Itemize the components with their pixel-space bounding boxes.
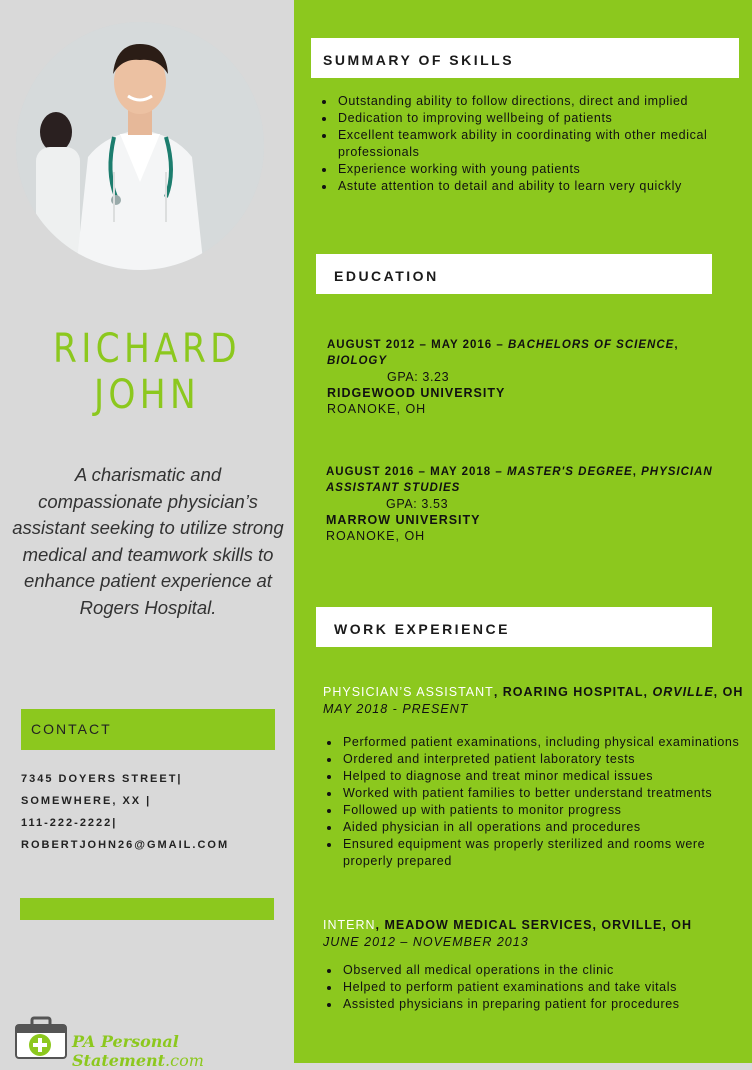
experience-heading-box	[316, 607, 712, 647]
job-title	[323, 684, 748, 701]
education-separator: ,	[632, 466, 642, 478]
list-item: • Aided physician in all operations and procedures	[341, 819, 748, 836]
job-state: , OH	[713, 685, 744, 699]
brand-suffix: .com	[165, 1051, 204, 1070]
list-item: • Assisted physicians in preparing patient for procedures	[341, 996, 748, 1013]
brand-name: PA Personal Statement	[72, 1032, 179, 1070]
job-role: PHYSICIAN’S ASSISTANT	[323, 685, 494, 699]
profile-photo	[16, 22, 264, 270]
job-entry-2	[323, 917, 748, 1013]
education-gpa: GPA: 3.53	[386, 497, 449, 511]
brand-logo-text	[72, 1032, 284, 1070]
contact-email-line: ROBERTJOHN26@GMAIL.COM	[21, 839, 230, 851]
contact-phone-line: 111-222-2222|	[21, 817, 118, 829]
profile-summary: A charismatic and compassionate physician’s assistant seeking to utilize strong medical and teamwork skills to enhance patient experience at Rogers Hospital.	[12, 464, 284, 618]
education-entry-2	[326, 464, 728, 544]
education-field: PHYSICIAN ASSISTANT STUDIES	[326, 466, 713, 494]
list-item: • Excellent teamwork ability in coordinating with other medical professionals	[336, 127, 738, 161]
education-dates: AUGUST 2012 – MAY 2016 –	[327, 339, 508, 351]
education-heading: EDUCATION	[334, 268, 439, 284]
contact-heading: CONTACT	[31, 721, 112, 737]
left-column	[0, 0, 294, 1070]
list-item: • Experience working with young patients	[336, 161, 738, 178]
list-item: • Ensured equipment was properly sterilized and rooms were properly prepared	[341, 836, 748, 870]
decorative-green-bar	[20, 898, 274, 920]
job-role: INTERN	[323, 918, 376, 932]
contact-address-line: 7345 DOYERS STREET|	[21, 773, 183, 785]
medical-kit-icon	[14, 1016, 70, 1060]
education-degree: BACHELORS OF SCIENCE	[507, 339, 675, 351]
contact-details	[21, 768, 229, 856]
list-item: • Outstanding ability to follow directions, direct and implied	[336, 93, 738, 110]
education-entry-title	[327, 337, 727, 369]
contact-city-line: SOMEWHERE, XX |	[21, 795, 152, 807]
list-item: • Astute attention to detail and ability to learn very quickly	[336, 178, 738, 195]
education-heading-box	[316, 254, 712, 294]
list-item: • Observed all medical operations in the clinic	[341, 962, 748, 979]
education-school: RIDGEWOOD UNIVERSITY	[327, 386, 506, 400]
education-gpa: GPA: 3.23	[387, 370, 450, 384]
brand-logo	[14, 1016, 284, 1070]
job-dates: JUNE 2012 – NOVEMBER 2013	[323, 935, 529, 949]
job-title	[323, 917, 748, 934]
education-location: ROANOKE, OH	[326, 529, 426, 543]
list-item: • Performed patient examinations, including physical examinations	[341, 734, 748, 751]
list-item: • Ordered and interpreted patient laboratory tests	[341, 751, 748, 768]
experience-heading: WORK EXPERIENCE	[334, 621, 510, 637]
education-entry-title	[326, 464, 728, 496]
job-entry-1	[323, 684, 748, 870]
job-duties	[323, 962, 748, 1013]
list-item: • Helped to perform patient examinations and take vitals	[341, 979, 748, 996]
education-location: ROANOKE, OH	[327, 402, 427, 416]
skills-list-wrap	[318, 93, 738, 195]
job-employer: , ROARING HOSPITAL,	[493, 685, 653, 699]
education-field: BIOLOGY	[327, 355, 388, 367]
right-column	[294, 0, 752, 1063]
job-dates: MAY 2018 - PRESENT	[323, 702, 469, 716]
education-entry-1	[327, 337, 727, 417]
list-item: • Helped to diagnose and treat minor medical issues	[341, 768, 748, 785]
job-employer: , MEADOW MEDICAL SERVICES, ORVILLE, OH	[375, 918, 693, 932]
education-school: MARROW UNIVERSITY	[326, 513, 481, 527]
contact-heading-bar	[21, 709, 275, 750]
job-duties	[323, 734, 748, 870]
job-city: ORVILLE	[652, 685, 714, 699]
education-separator: ,	[674, 339, 679, 351]
skills-heading: SUMMARY OF SKILLS	[323, 52, 515, 68]
skills-list	[318, 93, 738, 195]
candidate-name: RICHARD JOHN	[53, 326, 241, 418]
list-item: • Worked with patient families to better understand treatments	[341, 785, 748, 802]
education-dates: AUGUST 2016 – MAY 2018 –	[326, 466, 507, 478]
skills-heading-box	[311, 38, 739, 78]
list-item: • Followed up with patients to monitor progress	[341, 802, 748, 819]
list-item: • Dedication to improving wellbeing of patients	[336, 110, 738, 127]
education-degree: MASTER'S DEGREE	[506, 466, 633, 478]
